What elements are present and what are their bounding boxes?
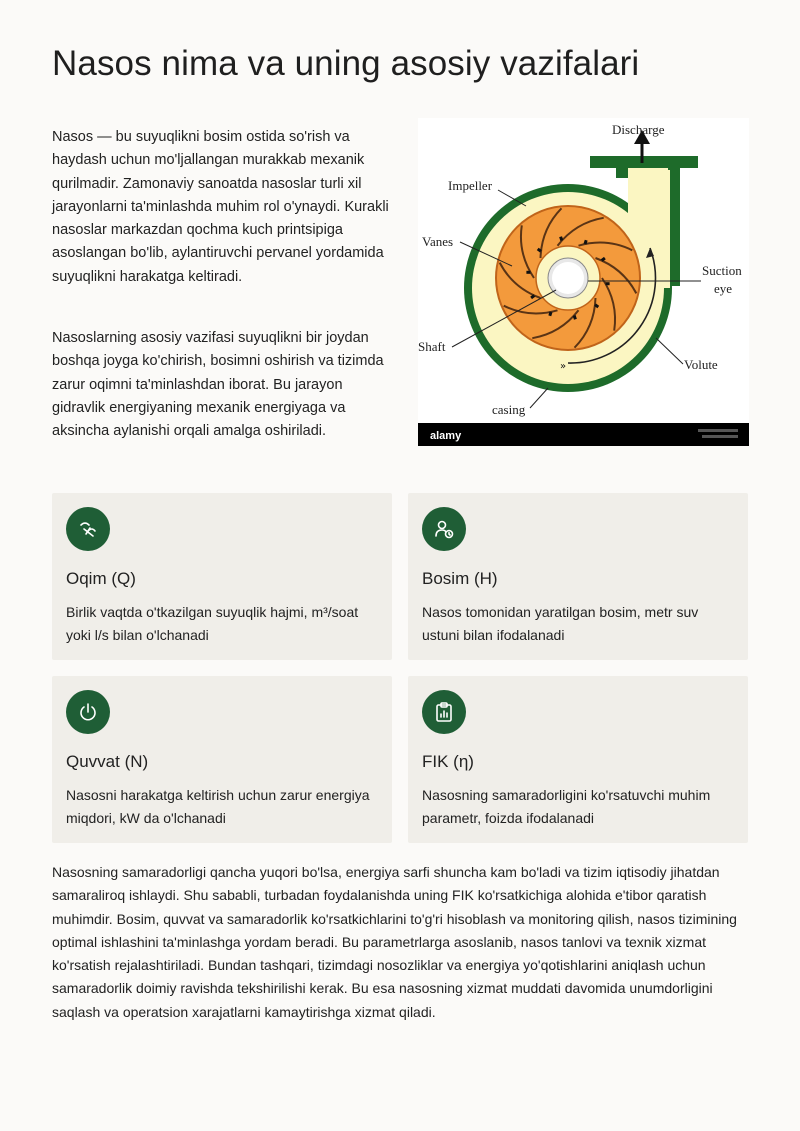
flow-arrow bbox=[602, 258, 605, 260]
label-impeller: Impeller bbox=[448, 178, 493, 193]
flow-arrow bbox=[550, 312, 551, 316]
clipboard-chart-icon bbox=[422, 690, 466, 734]
power-icon bbox=[66, 690, 110, 734]
label-volute: Volute bbox=[684, 357, 718, 372]
card-pressure bbox=[408, 493, 748, 660]
card-title: FIK (η) bbox=[422, 752, 474, 771]
card-text: Birlik vaqtda o'tkazilgan suyuqlik hajmi, m³/soat yoki l/s bilan o'lchanadi bbox=[66, 604, 359, 643]
flow-arrow bbox=[561, 237, 562, 241]
card-text: Nasos tomonidan yaratilgan bosim, metr suv ustuni bilan ifodalanadi bbox=[422, 604, 699, 643]
intro-paragraph-2: Nasoslarning asosiy vazifasi suyuqlikni bir joydan boshqa joyga ko'chirish, bosimni oshirish va tizimda zarur oqimni ta'minlashdan iborat. Bu jarayon gidravlik energiyaning mexanik energiyaga va aksincha aylanishi orqali amalga oshiriladi. bbox=[52, 330, 384, 440]
flow-arrow bbox=[595, 305, 598, 307]
card-title: Bosim (H) bbox=[422, 569, 498, 588]
card-title: Oqim (Q) bbox=[66, 569, 136, 588]
card-flow bbox=[52, 493, 392, 660]
card-text: Nasosni harakatga keltirish uchun zarur energiya miqdori, kW da o'lchanadi bbox=[66, 787, 370, 826]
page-title: Nasos nima va uning asosiy vazifalari bbox=[52, 44, 640, 83]
card-efficiency bbox=[408, 676, 748, 843]
label-casing: casing bbox=[492, 402, 526, 417]
flow-arrow bbox=[538, 249, 541, 251]
flow-icon bbox=[66, 507, 110, 551]
card-power bbox=[52, 676, 392, 843]
intro-paragraph-1: Nasos — bu suyuqlikni bosim ostida so'rish va haydash uchun mo'ljallangan murakkab mexanik qurilmadir. Zamonaviy sanoatda nasoslar turli xil jarayonlarni ta'minlashda muhim rol o'ynaydi. Kurakli nasoslar markazdan qochma kuch printsipiga asoslangan bo'lib, aylantiruvchi pervanel yordamida suyuqlikni harakatga keltiradi. bbox=[52, 129, 389, 285]
label-suction: Suction bbox=[702, 263, 742, 278]
label-discharge: Discharge bbox=[612, 122, 665, 137]
flow-arrow bbox=[574, 316, 575, 320]
svg-text:»: » bbox=[560, 361, 567, 372]
flow-arrow bbox=[531, 296, 534, 298]
watermark-bar bbox=[418, 423, 749, 446]
centrifugal-pump-diagram bbox=[418, 118, 749, 446]
flow-arrow bbox=[585, 240, 586, 244]
user-gauge-icon bbox=[422, 507, 466, 551]
card-title: Quvvat (N) bbox=[66, 752, 149, 771]
intro-text bbox=[52, 126, 392, 444]
label-shaft: Shaft bbox=[418, 339, 446, 354]
label-vanes: Vanes bbox=[422, 234, 454, 249]
label-eye: eye bbox=[714, 281, 733, 296]
watermark-logo: alamy bbox=[430, 430, 462, 442]
conclusion-paragraph: Nasosning samaradorligi qancha yuqori bo'lsa, energiya sarfi shuncha kam bo'ladi va tizim iqtisodiy jihatdan samaraliroq ishlaydi. Shu sababli, turbadan foydalanishda uning FIK ko'rsatkichiga alohida e'tibor qaratish muhimdir. Bosim, quvvat va samaradorlik ko'rsatkichlarini to'g'ri hisoblash va monitoring qilish, nasos tizimining optimal ishlashini ta'minlashga yordam beradi. Bu parametrlarga asoslanib, nasos tanlovi va texnik xizmat ko'rsatish rejalashtiriladi. Bundan tashqari, tizimdagi nosozliklar va energiya yo'qotishlarini aniqlash uchun samaradorlik doimiy ravishda tekshirilishi kerak. Bu esa nasosning xizmat muddati davomida unumdorligini saqlash va operatsion xarajatlarni kamaytirishga xizmat qiladi. bbox=[52, 864, 737, 1020]
card-text: Nasosning samaradorligini ko'rsatuvchi muhim parametr, foizda ifodalanadi bbox=[422, 787, 711, 826]
